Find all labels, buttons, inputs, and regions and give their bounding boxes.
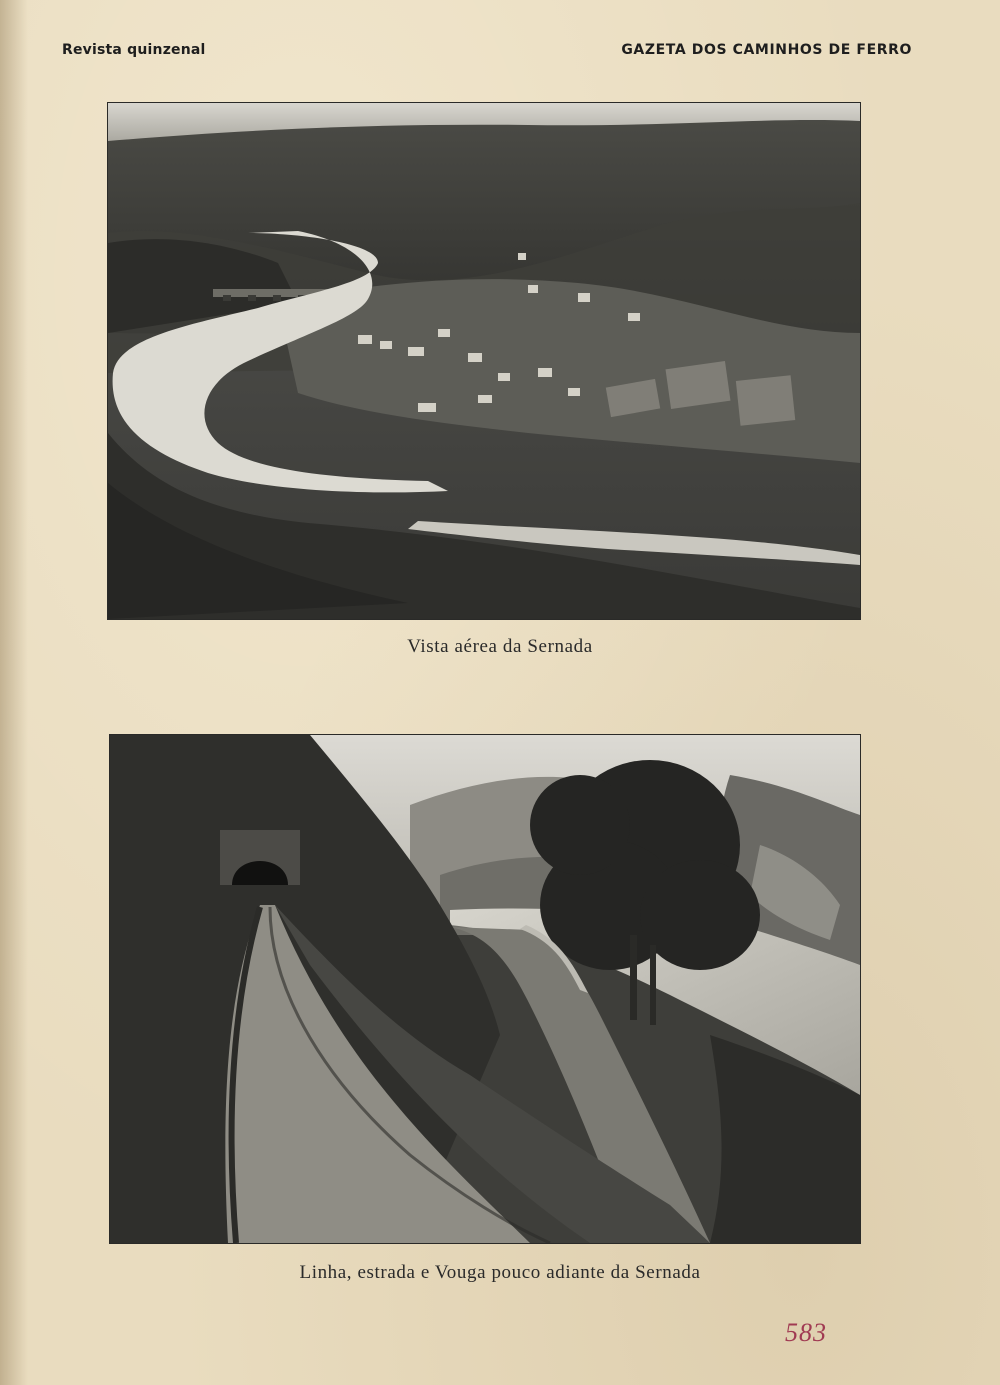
page-number: 583 [785,1318,827,1347]
photo-line-road-river-caption: Linha, estrada e Vouga pouco adiante da Sernada [299,1262,701,1283]
page-edge-shadow [0,0,28,1385]
photo-aerial-view [108,103,860,619]
header-publication-frequency: Revista quinzenal [62,42,206,58]
header-publication-title: GAZETA DOS CAMINHOS DE FERRO [621,42,912,58]
photo-line-road-river [110,735,860,1243]
photo-aerial-view-caption: Vista aérea da Sernada [407,636,593,657]
photo-line-road-river-image [110,735,860,1243]
photo-aerial-view-image [108,103,860,619]
